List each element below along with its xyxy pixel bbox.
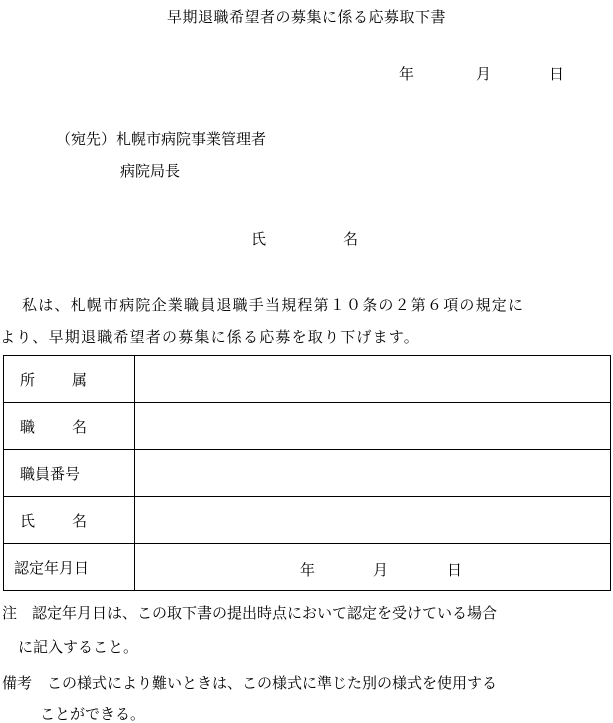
label-part: 所 xyxy=(20,370,36,389)
label-part: 職 xyxy=(20,417,36,436)
body-text-line-1: 私は、札幌市病院企業職員退職手当規程第１０条の２第６項の規定に xyxy=(22,296,525,314)
table-row-approval-date xyxy=(4,544,611,591)
position-field[interactable] xyxy=(135,403,611,450)
label-affiliation xyxy=(4,356,135,403)
label-part: 属 xyxy=(72,370,88,389)
date-day-label: 日 xyxy=(549,65,565,83)
info-table xyxy=(3,355,611,591)
note-line-1: 注 認定年月日は、この取下書の提出時点において認定を受けている場合 xyxy=(2,604,498,622)
document-title: 早期退職希望者の募集に係る応募取下書 xyxy=(166,8,446,26)
date-month-label: 月 xyxy=(476,65,492,83)
label-part: 職員番号 xyxy=(20,464,81,483)
note-line-2: に記入すること。 xyxy=(18,638,139,656)
label-part: 名 xyxy=(72,511,88,530)
label-part: 氏 xyxy=(20,511,36,530)
table-row-position xyxy=(4,403,611,450)
label-position xyxy=(4,403,135,450)
body-text-line-2: より、早期退職希望者の募集に係る応募を取り下げます。 xyxy=(0,328,421,346)
label-part: 名 xyxy=(72,417,88,436)
employee-number-field[interactable] xyxy=(135,450,611,497)
label-approval-date: 認定年月日 xyxy=(4,544,135,591)
date-year-label: 年 xyxy=(399,65,415,83)
remarks-line-1: 備考 この様式により難いときは、この様式に準じた別の様式を使用する xyxy=(2,674,498,692)
approval-date-year: 年 xyxy=(300,561,316,579)
addressee-line-1: （宛先）札幌市病院事業管理者 xyxy=(56,130,267,148)
table-row-name xyxy=(4,497,611,544)
signature-shi: 氏 xyxy=(251,230,267,248)
remarks-line-2: ことができる。 xyxy=(40,705,146,723)
table-row-employee-number xyxy=(4,450,611,497)
table-row-affiliation xyxy=(4,356,611,403)
approval-date-month: 月 xyxy=(373,561,389,579)
name-field[interactable] xyxy=(135,497,611,544)
affiliation-field[interactable] xyxy=(135,356,611,403)
label-name xyxy=(4,497,135,544)
signature-mei: 名 xyxy=(343,230,359,248)
approval-date-day: 日 xyxy=(447,561,463,579)
addressee-line-2: 病院局長 xyxy=(120,162,181,180)
label-employee-number xyxy=(4,450,135,497)
approval-date-field[interactable] xyxy=(135,544,611,591)
